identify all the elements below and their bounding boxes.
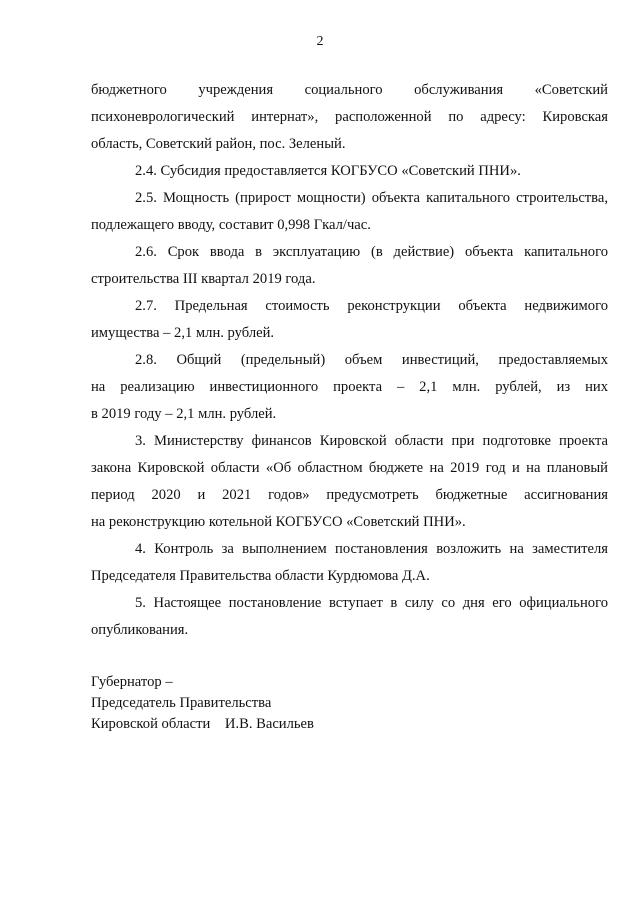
- text-line: 2.7. Предельная стоимость реконструкции объекта недвижимого: [135, 298, 608, 314]
- document-body: [91, 77, 608, 644]
- text-line: период 2020 и 2021 годов» предусмотреть бюджетные ассигнования: [91, 487, 608, 503]
- signature-block: [91, 672, 314, 735]
- text-line: область, Советский район, пос. Зеленый.: [91, 136, 346, 152]
- text-line: имущества – 2,1 млн. рублей.: [91, 325, 275, 341]
- page-number: 2: [316, 34, 324, 49]
- text-line: на реализацию инвестиционного проекта – 2,1 млн. рублей, из них: [91, 379, 608, 395]
- text-line: 2.8. Общий (предельный) объем инвестиций, предоставляемых: [135, 352, 608, 368]
- signature-title: Губернатор –: [91, 674, 173, 690]
- text-line: 4. Контроль за выполнением постановления возложить на заместителя: [135, 541, 608, 557]
- text-line: строительства III квартал 2019 года.: [91, 271, 316, 287]
- text-line: на реконструкцию котельной КОГБУСО «Советский ПНИ».: [91, 514, 466, 530]
- text-line: закона Кировской области «Об областном бюджете на 2019 год и на плановый: [91, 460, 608, 476]
- text-line: бюджетного учреждения социального обслуживания «Советский: [91, 82, 608, 98]
- text-line: опубликования.: [91, 622, 189, 638]
- text-line: в 2019 году – 2,1 млн. рублей.: [91, 406, 277, 422]
- text-line: 2.4. Субсидия предоставляется КОГБУСО «Советский ПНИ».: [135, 163, 521, 179]
- text-line: Председателя Правительства области Курдюмова Д.А.: [91, 568, 430, 584]
- text-line: 5. Настоящее постановление вступает в силу со дня его официального: [135, 595, 608, 611]
- text-line: 3. Министерству финансов Кировской области при подготовке проекта: [135, 433, 608, 449]
- text-line: 2.5. Мощность (прирост мощности) объекта капитального строительства,: [135, 190, 608, 206]
- text-line: подлежащего вводу, составит 0,998 Гкал/час.: [91, 217, 371, 233]
- signature-name: Кировской области И.В. Васильев: [91, 716, 314, 732]
- signature-position: Председатель Правительства: [91, 695, 272, 711]
- text-line: психоневрологический интернат», расположенной по адресу: Кировская: [91, 109, 608, 125]
- text-line: 2.6. Срок ввода в эксплуатацию (в действие) объекта капитального: [135, 244, 608, 260]
